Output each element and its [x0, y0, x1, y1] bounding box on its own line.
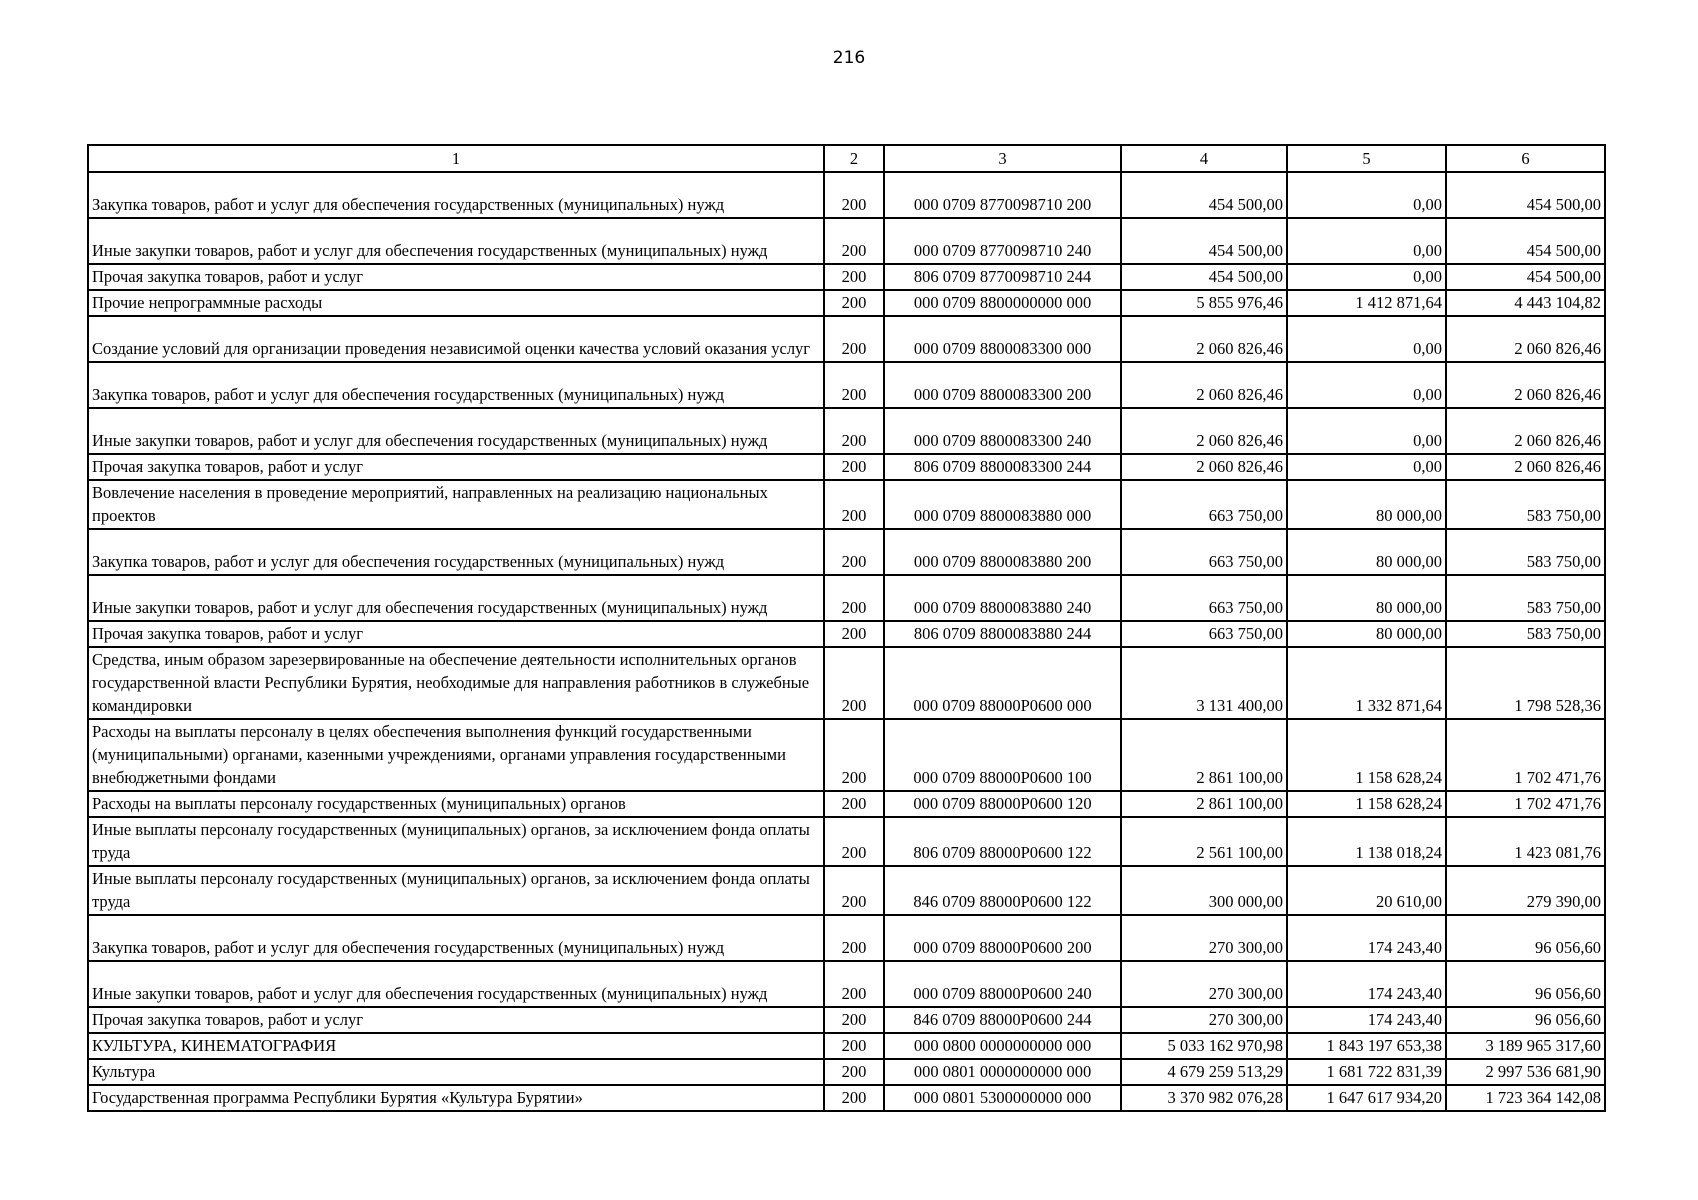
table-row — [88, 529, 1605, 575]
approved-amount-cell: 4 679 259 513,29 — [1121, 1059, 1287, 1085]
budget-code-cell: 806 0709 88000P0600 122 — [884, 817, 1121, 866]
approved-amount-cell: 3 131 400,00 — [1121, 647, 1287, 719]
executed-amount-cell: 1 647 617 934,20 — [1287, 1085, 1446, 1111]
table-row — [88, 621, 1605, 647]
line-code-cell: 200 — [824, 480, 884, 529]
budget-code-cell: 806 0709 8800083880 244 — [884, 621, 1121, 647]
unexecuted-amount-cell: 454 500,00 — [1446, 218, 1605, 264]
line-code-cell: 200 — [824, 316, 884, 362]
executed-amount-cell: 174 243,40 — [1287, 961, 1446, 1007]
line-code-cell: 200 — [824, 961, 884, 1007]
budget-code-cell: 000 0709 88000P0600 120 — [884, 791, 1121, 817]
budget-code-cell: 806 0709 8800083300 244 — [884, 454, 1121, 480]
table-row — [88, 961, 1605, 1007]
line-code-cell: 200 — [824, 1085, 884, 1111]
item-name-cell: Иные выплаты персоналу государственных (муниципальных) органов, за исключением фонда оплаты труда — [88, 817, 824, 866]
approved-amount-cell: 454 500,00 — [1121, 172, 1287, 218]
item-name-cell: Культура — [88, 1059, 824, 1085]
budget-table — [87, 144, 1606, 1112]
table-row — [88, 1085, 1605, 1111]
executed-amount-cell: 174 243,40 — [1287, 915, 1446, 961]
executed-amount-cell: 0,00 — [1287, 172, 1446, 218]
item-name-cell: Закупка товаров, работ и услуг для обеспечения государственных (муниципальных) нужд — [88, 529, 824, 575]
table-row — [88, 290, 1605, 316]
approved-amount-cell: 5 033 162 970,98 — [1121, 1033, 1287, 1059]
unexecuted-amount-cell: 583 750,00 — [1446, 480, 1605, 529]
item-name-cell: Прочие непрограммные расходы — [88, 290, 824, 316]
budget-code-cell: 000 0709 88000P0600 000 — [884, 647, 1121, 719]
line-code-cell: 200 — [824, 1007, 884, 1033]
table-row — [88, 647, 1605, 719]
executed-amount-cell: 0,00 — [1287, 264, 1446, 290]
executed-amount-cell: 0,00 — [1287, 454, 1446, 480]
table-row — [88, 454, 1605, 480]
unexecuted-amount-cell: 3 189 965 317,60 — [1446, 1033, 1605, 1059]
table-row — [88, 408, 1605, 454]
budget-code-cell: 000 0709 8800083300 200 — [884, 362, 1121, 408]
item-name-cell: Закупка товаров, работ и услуг для обеспечения государственных (муниципальных) нужд — [88, 915, 824, 961]
column-header: 5 — [1287, 145, 1446, 172]
unexecuted-amount-cell: 4 443 104,82 — [1446, 290, 1605, 316]
table-row — [88, 218, 1605, 264]
budget-code-cell: 000 0709 8800083300 000 — [884, 316, 1121, 362]
item-name-cell: Иные выплаты персоналу государственных (муниципальных) органов, за исключением фонда оплаты труда — [88, 866, 824, 915]
line-code-cell: 200 — [824, 172, 884, 218]
item-name-cell: Закупка товаров, работ и услуг для обеспечения государственных (муниципальных) нужд — [88, 362, 824, 408]
unexecuted-amount-cell: 2 060 826,46 — [1446, 408, 1605, 454]
unexecuted-amount-cell: 2 997 536 681,90 — [1446, 1059, 1605, 1085]
line-code-cell: 200 — [824, 817, 884, 866]
column-header: 6 — [1446, 145, 1605, 172]
approved-amount-cell: 300 000,00 — [1121, 866, 1287, 915]
table-row — [88, 915, 1605, 961]
unexecuted-amount-cell: 1 702 471,76 — [1446, 719, 1605, 791]
unexecuted-amount-cell: 1 723 364 142,08 — [1446, 1085, 1605, 1111]
unexecuted-amount-cell: 96 056,60 — [1446, 961, 1605, 1007]
line-code-cell: 200 — [824, 915, 884, 961]
line-code-cell: 200 — [824, 290, 884, 316]
executed-amount-cell: 1 158 628,24 — [1287, 791, 1446, 817]
approved-amount-cell: 2 060 826,46 — [1121, 362, 1287, 408]
column-header: 3 — [884, 145, 1121, 172]
table-body — [88, 172, 1605, 1111]
line-code-cell: 200 — [824, 264, 884, 290]
line-code-cell: 200 — [824, 529, 884, 575]
item-name-cell: Иные закупки товаров, работ и услуг для обеспечения государственных (муниципальных) нужд — [88, 961, 824, 1007]
approved-amount-cell: 663 750,00 — [1121, 480, 1287, 529]
table-row — [88, 480, 1605, 529]
table-row — [88, 817, 1605, 866]
unexecuted-amount-cell: 96 056,60 — [1446, 1007, 1605, 1033]
executed-amount-cell: 174 243,40 — [1287, 1007, 1446, 1033]
table-row — [88, 1033, 1605, 1059]
executed-amount-cell: 0,00 — [1287, 218, 1446, 264]
approved-amount-cell: 454 500,00 — [1121, 264, 1287, 290]
item-name-cell: Средства, иным образом зарезервированные на обеспечение деятельности исполнительных органов государственной власти Республики Бурятия, необходимые для направления работников в служебные командировки — [88, 647, 824, 719]
line-code-cell: 200 — [824, 575, 884, 621]
approved-amount-cell: 3 370 982 076,28 — [1121, 1085, 1287, 1111]
item-name-cell: Прочая закупка товаров, работ и услуг — [88, 264, 824, 290]
executed-amount-cell: 1 843 197 653,38 — [1287, 1033, 1446, 1059]
table-header-row — [88, 145, 1605, 172]
budget-code-cell: 000 0709 8800083880 240 — [884, 575, 1121, 621]
approved-amount-cell: 270 300,00 — [1121, 961, 1287, 1007]
approved-amount-cell: 2 060 826,46 — [1121, 454, 1287, 480]
line-code-cell: 200 — [824, 454, 884, 480]
unexecuted-amount-cell: 1 702 471,76 — [1446, 791, 1605, 817]
approved-amount-cell: 663 750,00 — [1121, 575, 1287, 621]
column-header: 1 — [88, 145, 824, 172]
executed-amount-cell: 1 138 018,24 — [1287, 817, 1446, 866]
budget-code-cell: 846 0709 88000P0600 122 — [884, 866, 1121, 915]
unexecuted-amount-cell: 583 750,00 — [1446, 575, 1605, 621]
line-code-cell: 200 — [824, 621, 884, 647]
executed-amount-cell: 0,00 — [1287, 362, 1446, 408]
executed-amount-cell: 0,00 — [1287, 316, 1446, 362]
table-row — [88, 264, 1605, 290]
table-row — [88, 719, 1605, 791]
budget-code-cell: 000 0709 88000P0600 200 — [884, 915, 1121, 961]
item-name-cell: Иные закупки товаров, работ и услуг для обеспечения государственных (муниципальных) нужд — [88, 408, 824, 454]
executed-amount-cell: 80 000,00 — [1287, 621, 1446, 647]
unexecuted-amount-cell: 583 750,00 — [1446, 529, 1605, 575]
column-header: 4 — [1121, 145, 1287, 172]
column-header: 2 — [824, 145, 884, 172]
line-code-cell: 200 — [824, 866, 884, 915]
item-name-cell: Прочая закупка товаров, работ и услуг — [88, 621, 824, 647]
unexecuted-amount-cell: 2 060 826,46 — [1446, 316, 1605, 362]
executed-amount-cell: 20 610,00 — [1287, 866, 1446, 915]
item-name-cell: Закупка товаров, работ и услуг для обеспечения государственных (муниципальных) нужд — [88, 172, 824, 218]
table-row — [88, 575, 1605, 621]
unexecuted-amount-cell: 1 798 528,36 — [1446, 647, 1605, 719]
table-row — [88, 1007, 1605, 1033]
table-row — [88, 362, 1605, 408]
approved-amount-cell: 2 561 100,00 — [1121, 817, 1287, 866]
approved-amount-cell: 2 861 100,00 — [1121, 791, 1287, 817]
budget-code-cell: 000 0709 8800083300 240 — [884, 408, 1121, 454]
budget-code-cell: 000 0709 8800000000 000 — [884, 290, 1121, 316]
table-row — [88, 172, 1605, 218]
budget-code-cell: 000 0801 5300000000 000 — [884, 1085, 1121, 1111]
table-row — [88, 791, 1605, 817]
item-name-cell: Вовлечение населения в проведение мероприятий, направленных на реализацию национальных проектов — [88, 480, 824, 529]
approved-amount-cell: 270 300,00 — [1121, 1007, 1287, 1033]
approved-amount-cell: 663 750,00 — [1121, 529, 1287, 575]
budget-code-cell: 000 0709 88000P0600 240 — [884, 961, 1121, 1007]
approved-amount-cell: 2 060 826,46 — [1121, 408, 1287, 454]
unexecuted-amount-cell: 583 750,00 — [1446, 621, 1605, 647]
table-row — [88, 866, 1605, 915]
item-name-cell: Государственная программа Республики Бурятия «Культура Бурятии» — [88, 1085, 824, 1111]
executed-amount-cell: 1 332 871,64 — [1287, 647, 1446, 719]
item-name-cell: Прочая закупка товаров, работ и услуг — [88, 454, 824, 480]
budget-code-cell: 000 0800 0000000000 000 — [884, 1033, 1121, 1059]
line-code-cell: 200 — [824, 791, 884, 817]
unexecuted-amount-cell: 2 060 826,46 — [1446, 362, 1605, 408]
executed-amount-cell: 0,00 — [1287, 408, 1446, 454]
table-row — [88, 316, 1605, 362]
budget-code-cell: 846 0709 88000P0600 244 — [884, 1007, 1121, 1033]
unexecuted-amount-cell: 279 390,00 — [1446, 866, 1605, 915]
line-code-cell: 200 — [824, 1033, 884, 1059]
executed-amount-cell: 80 000,00 — [1287, 480, 1446, 529]
line-code-cell: 200 — [824, 1059, 884, 1085]
item-name-cell: Прочая закупка товаров, работ и услуг — [88, 1007, 824, 1033]
budget-code-cell: 000 0709 8770098710 200 — [884, 172, 1121, 218]
executed-amount-cell: 1 412 871,64 — [1287, 290, 1446, 316]
item-name-cell: Иные закупки товаров, работ и услуг для обеспечения государственных (муниципальных) нужд — [88, 575, 824, 621]
budget-code-cell: 000 0801 0000000000 000 — [884, 1059, 1121, 1085]
approved-amount-cell: 2 861 100,00 — [1121, 719, 1287, 791]
line-code-cell: 200 — [824, 647, 884, 719]
budget-code-cell: 000 0709 88000P0600 100 — [884, 719, 1121, 791]
table-row — [88, 1059, 1605, 1085]
item-name-cell: Создание условий для организации проведения независимой оценки качества условий оказания услуг — [88, 316, 824, 362]
approved-amount-cell: 5 855 976,46 — [1121, 290, 1287, 316]
line-code-cell: 200 — [824, 719, 884, 791]
line-code-cell: 200 — [824, 408, 884, 454]
approved-amount-cell: 454 500,00 — [1121, 218, 1287, 264]
budget-code-cell: 806 0709 8770098710 244 — [884, 264, 1121, 290]
budget-code-cell: 000 0709 8770098710 240 — [884, 218, 1121, 264]
line-code-cell: 200 — [824, 218, 884, 264]
executed-amount-cell: 80 000,00 — [1287, 529, 1446, 575]
executed-amount-cell: 1 681 722 831,39 — [1287, 1059, 1446, 1085]
unexecuted-amount-cell: 2 060 826,46 — [1446, 454, 1605, 480]
unexecuted-amount-cell: 454 500,00 — [1446, 264, 1605, 290]
approved-amount-cell: 270 300,00 — [1121, 915, 1287, 961]
approved-amount-cell: 2 060 826,46 — [1121, 316, 1287, 362]
line-code-cell: 200 — [824, 362, 884, 408]
approved-amount-cell: 663 750,00 — [1121, 621, 1287, 647]
unexecuted-amount-cell: 96 056,60 — [1446, 915, 1605, 961]
item-name-cell: КУЛЬТУРА, КИНЕМАТОГРАФИЯ — [88, 1033, 824, 1059]
budget-code-cell: 000 0709 8800083880 200 — [884, 529, 1121, 575]
budget-code-cell: 000 0709 8800083880 000 — [884, 480, 1121, 529]
item-name-cell: Расходы на выплаты персоналу в целях обеспечения выполнения функций государственными (муниципальными) органами, казенными учреждениями, органами управления государственными внебюджетными фондами — [88, 719, 824, 791]
executed-amount-cell: 1 158 628,24 — [1287, 719, 1446, 791]
unexecuted-amount-cell: 1 423 081,76 — [1446, 817, 1605, 866]
item-name-cell: Расходы на выплаты персоналу государственных (муниципальных) органов — [88, 791, 824, 817]
page-number: 216 — [832, 48, 866, 68]
item-name-cell: Иные закупки товаров, работ и услуг для обеспечения государственных (муниципальных) нужд — [88, 218, 824, 264]
executed-amount-cell: 80 000,00 — [1287, 575, 1446, 621]
unexecuted-amount-cell: 454 500,00 — [1446, 172, 1605, 218]
